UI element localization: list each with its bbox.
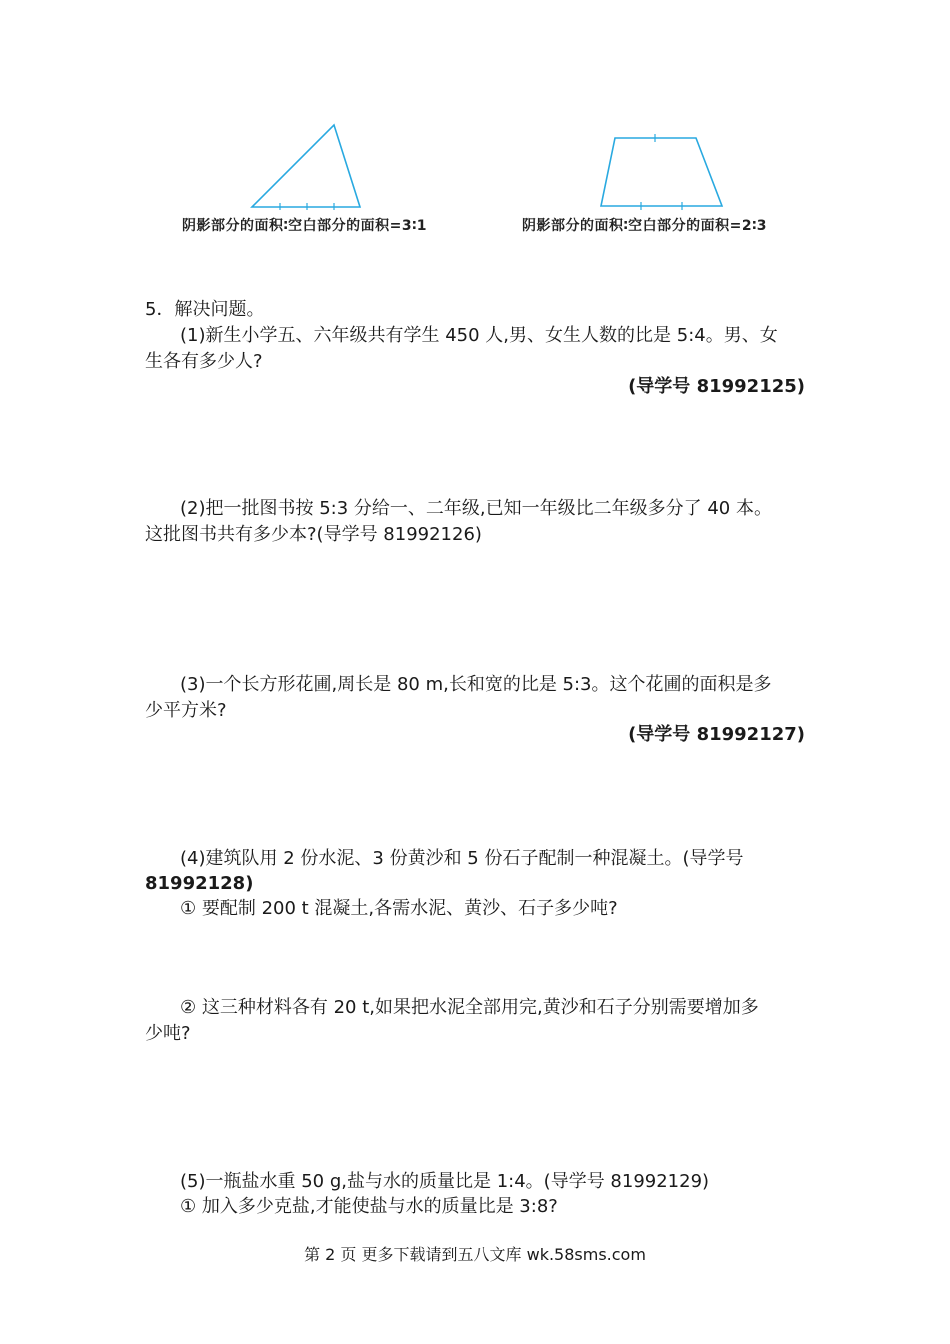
problem-5-line-1: (5)一瓶盐水重 50 g,盐与水的质量比是 1:4。(导学号 81992129) [180, 1171, 710, 1192]
problem-4-line-1: (4)建筑队用 2 份水泥、3 份黄沙和 5 份石子配制一种混凝土。(导学号 [180, 848, 744, 869]
problem-3-line-1: (3)一个长方形花圃,周长是 80 m,长和宽的比是 5:3。这个花圃的面积是多 [180, 674, 772, 695]
trapezoid-figure [595, 130, 730, 212]
problem-4-line-2: 81992128) [145, 873, 254, 894]
problem-4-subquestion-1: ① 要配制 200 t 混凝土,各需水泥、黄沙、石子多少吨? [180, 898, 618, 919]
problem-3-line-2: 少平方米? [145, 700, 227, 721]
section-heading: 5．解决问题。 [145, 299, 265, 320]
triangle-figure [240, 115, 370, 215]
page-footer: 第 2 页 更多下载请到五八文库 wk.58sms.com [304, 1245, 646, 1264]
problem-1-line-1: (1)新生小学五、六年级共有学生 450 人,男、女生人数的比是 5:4。男、女 [180, 325, 778, 346]
problem-1-line-2: 生各有多少人? [145, 351, 263, 372]
problem-2-line-1: (2)把一批图书按 5:3 分给一、二年级,已知一年级比二年级多分了 40 本。 [180, 498, 772, 519]
problem-1-reference: (导学号 81992125) [628, 376, 805, 397]
problem-4-subquestion-2-line-2: 少吨? [145, 1023, 191, 1044]
problem-5-subquestion-1: ① 加入多少克盐,才能使盐与水的质量比是 3:8? [180, 1196, 558, 1217]
problem-4-subquestion-2-line-1: ② 这三种材料各有 20 t,如果把水泥全部用完,黄沙和石子分别需要增加多 [180, 997, 759, 1018]
triangle-caption: 阴影部分的面积∶空白部分的面积=3∶1 [182, 218, 427, 234]
trapezoid-caption: 阴影部分的面积∶空白部分的面积=2∶3 [522, 218, 767, 234]
problem-3-reference: (导学号 81992127) [628, 724, 805, 745]
problem-2-line-2: 这批图书共有多少本?(导学号 81992126) [145, 524, 482, 545]
